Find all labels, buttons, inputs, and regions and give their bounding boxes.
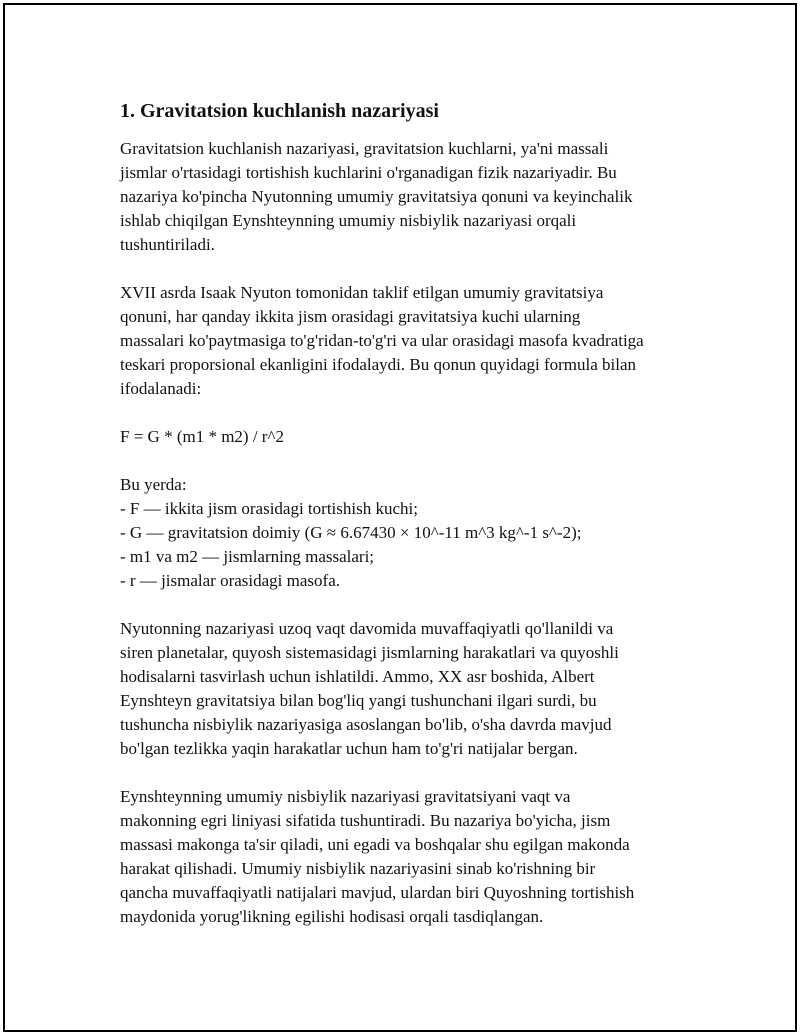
text-line: tushuncha nisbiylik nazariyasiga asoslangan bo'lib, o'sha davrda mavjud	[120, 715, 612, 734]
text-line: Eynshteyn gravitatsiya bilan bog'liq yangi tushunchani ilgari surdi, bu	[120, 691, 597, 710]
text-line: XVII asrda Isaak Nyuton tomonidan taklif etilgan umumiy gravitatsiya	[120, 283, 604, 302]
list-item: - F — ikkita jism orasidagi tortishish kuchi;	[120, 499, 418, 518]
text-line: maydonida yorug'likning egilishi hodisasi orqali tasdiqlangan.	[120, 907, 544, 926]
text-line: bo'lgan tezlikka yaqin harakatlar uchun ham to'g'ri natijalar bergan.	[120, 739, 578, 758]
paragraph-newton-history	[120, 617, 700, 761]
document-page	[3, 3, 797, 1032]
list-item: - r — jismalar orasidagi masofa.	[120, 571, 340, 590]
paragraph-intro	[120, 137, 700, 257]
section-heading: 1. Gravitatsion kuchlanish nazariyasi	[120, 100, 439, 122]
text-line: Bu yerda:	[120, 475, 187, 494]
text-line: Gravitatsion kuchlanish nazariyasi, gravitatsion kuchlarni, ya'ni massali	[120, 139, 609, 158]
formula-line: F = G * (m1 * m2) / r^2	[120, 427, 284, 446]
list-item: - G — gravitatsion doimiy (G ≈ 6.67430 × 10^-11 m^3 kg^-1 s^-2);	[120, 523, 582, 542]
text-line: harakat qilishadi. Umumiy nisbiylik nazariyasini sinab ko'rishning bir	[120, 859, 596, 878]
text-line: ishlab chiqilgan Eynshteynning umumiy nisbiylik nazariyasi orqali	[120, 211, 577, 230]
document-body	[120, 97, 700, 953]
paragraph-einstein	[120, 785, 700, 929]
text-line: Nyutonning nazariyasi uzoq vaqt davomida muvaffaqiyatli qo'llanildi va	[120, 619, 614, 638]
text-line: tushuntiriladi.	[120, 235, 215, 254]
list-item: - m1 va m2 — jismlarning massalari;	[120, 547, 375, 566]
definitions-list	[120, 473, 700, 593]
text-line: makonning egri liniyasi sifatida tushuntiradi. Bu nazariya bo'yicha, jism	[120, 811, 611, 830]
text-line: jismlar o'rtasidagi tortishish kuchlarini o'rganadigan fizik nazariyadir. Bu	[120, 163, 617, 182]
formula	[120, 425, 700, 449]
text-line: teskari proporsional ekanligini ifodalaydi. Bu qonun quyidagi formula bilan	[120, 355, 637, 374]
text-line: massalari ko'paytmasiga to'g'ridan-to'g'ri va ular orasidagi masofa kvadratiga	[120, 331, 644, 350]
text-line: qancha muvaffaqiyatli natijalari mavjud, ulardan biri Quyoshning tortishish	[120, 883, 635, 902]
text-line: siren planetalar, quyosh sistemasidagi jismlarning harakatlari va quyoshli	[120, 643, 619, 662]
text-line: Eynshteynning umumiy nisbiylik nazariyasi gravitatsiyani vaqt va	[120, 787, 571, 806]
text-line: nazariya ko'pincha Nyutonning umumiy gravitatsiya qonuni va keyinchalik	[120, 187, 633, 206]
text-line: hodisalarni tasvirlash uchun ishlatildi. Ammo, XX asr boshida, Albert	[120, 667, 595, 686]
text-line: ifodalanadi:	[120, 379, 202, 398]
text-line: qonuni, har qanday ikkita jism orasidagi gravitatsiya kuchi ularning	[120, 307, 581, 326]
text-line: massasi makonga ta'sir qiladi, uni egadi va boshqalar shu egilgan makonda	[120, 835, 630, 854]
paragraph-newton-law	[120, 281, 700, 401]
